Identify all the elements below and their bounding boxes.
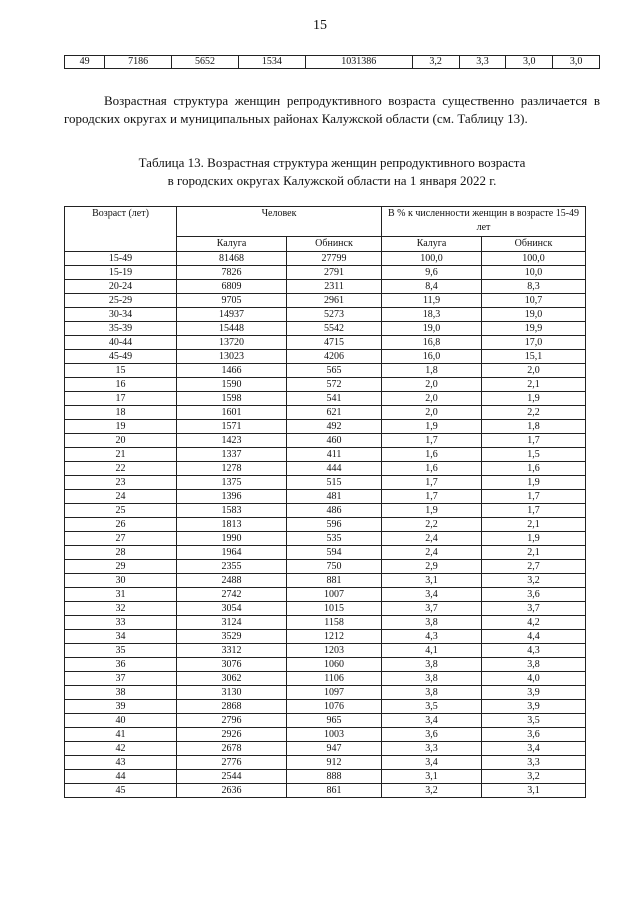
table-row xyxy=(65,350,586,364)
cell-kaluga-count: 3529 xyxy=(177,630,287,644)
cell-obninsk-percent: 3,8 xyxy=(482,658,586,672)
cell-kaluga-percent: 2,2 xyxy=(382,518,482,532)
cell-age: 40-44 xyxy=(65,336,177,350)
cell-kaluga-count: 3124 xyxy=(177,616,287,630)
table-row xyxy=(65,266,586,280)
table-row xyxy=(65,686,586,700)
cell-kaluga-count: 3130 xyxy=(177,686,287,700)
cell-kaluga-percent: 3,3 xyxy=(382,742,482,756)
cell-obninsk-count: 1003 xyxy=(287,728,382,742)
cell-kaluga-percent: 3,8 xyxy=(382,672,482,686)
cell-kaluga-count: 1590 xyxy=(177,378,287,392)
cell-kaluga-percent: 2,4 xyxy=(382,532,482,546)
cell-obninsk-count: 1076 xyxy=(287,700,382,714)
cell-age: 31 xyxy=(65,588,177,602)
cell-obninsk-percent: 1,7 xyxy=(482,490,586,504)
cell-obninsk-count: 594 xyxy=(287,546,382,560)
cell-obninsk-percent: 3,4 xyxy=(482,742,586,756)
cell-obninsk-count: 596 xyxy=(287,518,382,532)
cell-obninsk-percent: 19,0 xyxy=(482,308,586,322)
cell-age: 23 xyxy=(65,476,177,490)
cell-kaluga-count: 1466 xyxy=(177,364,287,378)
table-row xyxy=(65,714,586,728)
cell-obninsk-count: 1106 xyxy=(287,672,382,686)
cell-kaluga-count: 1278 xyxy=(177,462,287,476)
cell-kaluga-count: 1583 xyxy=(177,504,287,518)
cell-kaluga-percent: 1,9 xyxy=(382,420,482,434)
cell-age: 39 xyxy=(65,700,177,714)
cell-age: 28 xyxy=(65,546,177,560)
cell-kaluga-count: 3062 xyxy=(177,672,287,686)
cell-age: 21 xyxy=(65,448,177,462)
cell-obninsk-count: 1158 xyxy=(287,616,382,630)
cell-kaluga-count: 6809 xyxy=(177,280,287,294)
cell-age: 19 xyxy=(65,420,177,434)
cell-kaluga-percent: 3,4 xyxy=(382,714,482,728)
cell-kaluga-percent: 2,9 xyxy=(382,560,482,574)
table-row xyxy=(65,252,586,266)
table-row xyxy=(65,434,586,448)
cell-kaluga-count: 2796 xyxy=(177,714,287,728)
cell-obninsk-percent: 4,4 xyxy=(482,630,586,644)
cell-age: 26 xyxy=(65,518,177,532)
cell-age: 15-19 xyxy=(65,266,177,280)
cell-age: 16 xyxy=(65,378,177,392)
cell-kaluga-count: 13023 xyxy=(177,350,287,364)
cell-age: 35 xyxy=(65,644,177,658)
table-caption xyxy=(64,154,600,190)
cell-kaluga-percent: 1,6 xyxy=(382,462,482,476)
cell-obninsk-percent: 3,5 xyxy=(482,714,586,728)
table-row xyxy=(65,322,586,336)
cell-obninsk-percent: 3,2 xyxy=(482,770,586,784)
table-cell: 3,2 xyxy=(412,56,459,69)
cell-obninsk-percent: 2,1 xyxy=(482,378,586,392)
table-row xyxy=(65,602,586,616)
cell-kaluga-count: 1990 xyxy=(177,532,287,546)
cell-kaluga-percent: 1,6 xyxy=(382,448,482,462)
cell-age: 40 xyxy=(65,714,177,728)
cell-age: 30 xyxy=(65,574,177,588)
table-cell: 49 xyxy=(65,56,105,69)
cell-obninsk-count: 1060 xyxy=(287,658,382,672)
table-row xyxy=(65,462,586,476)
cell-kaluga-count: 2776 xyxy=(177,756,287,770)
cell-obninsk-count: 535 xyxy=(287,532,382,546)
table-row xyxy=(65,490,586,504)
cell-age: 29 xyxy=(65,560,177,574)
paragraph-text: Возрастная структура женщин репродуктивного возраста существенно различается в городских округах и муниципальных районах Калужской области (см. Таблицу 13). xyxy=(64,93,600,126)
table-row xyxy=(65,616,586,630)
cell-obninsk-count: 460 xyxy=(287,434,382,448)
cell-kaluga-count: 2742 xyxy=(177,588,287,602)
cell-kaluga-percent: 3,8 xyxy=(382,686,482,700)
cell-obninsk-count: 2311 xyxy=(287,280,382,294)
cell-obninsk-count: 411 xyxy=(287,448,382,462)
cell-obninsk-count: 4715 xyxy=(287,336,382,350)
cell-obninsk-count: 750 xyxy=(287,560,382,574)
cell-obninsk-percent: 3,7 xyxy=(482,602,586,616)
cell-obninsk-percent: 2,0 xyxy=(482,364,586,378)
cell-obninsk-count: 515 xyxy=(287,476,382,490)
cell-obninsk-percent: 10,0 xyxy=(482,266,586,280)
page-number: 15 xyxy=(313,18,327,33)
cell-obninsk-percent: 17,0 xyxy=(482,336,586,350)
cell-kaluga-count: 7826 xyxy=(177,266,287,280)
cell-kaluga-percent: 100,0 xyxy=(382,252,482,266)
cell-age: 25-29 xyxy=(65,294,177,308)
table-row xyxy=(65,448,586,462)
table-cell: 3,0 xyxy=(506,56,553,69)
cell-age: 15 xyxy=(65,364,177,378)
cell-age: 37 xyxy=(65,672,177,686)
cell-obninsk-count: 1015 xyxy=(287,602,382,616)
cell-kaluga-percent: 3,6 xyxy=(382,728,482,742)
cell-age: 32 xyxy=(65,602,177,616)
table-row xyxy=(65,476,586,490)
cell-obninsk-count: 912 xyxy=(287,756,382,770)
cell-age: 15-49 xyxy=(65,252,177,266)
cell-kaluga-percent: 3,4 xyxy=(382,756,482,770)
cell-obninsk-count: 888 xyxy=(287,770,382,784)
cell-age: 20 xyxy=(65,434,177,448)
cell-obninsk-count: 541 xyxy=(287,392,382,406)
cell-obninsk-count: 486 xyxy=(287,504,382,518)
caption-line-1: Таблица 13. Возрастная структура женщин репродуктивного возраста xyxy=(138,155,526,170)
cell-obninsk-percent: 2,1 xyxy=(482,518,586,532)
cell-obninsk-count: 5542 xyxy=(287,322,382,336)
cell-kaluga-percent: 19,0 xyxy=(382,322,482,336)
cell-obninsk-count: 5273 xyxy=(287,308,382,322)
table-row xyxy=(65,518,586,532)
cell-age: 35-39 xyxy=(65,322,177,336)
table-row xyxy=(65,560,586,574)
cell-age: 38 xyxy=(65,686,177,700)
cell-obninsk-percent: 15,1 xyxy=(482,350,586,364)
cell-obninsk-percent: 4,3 xyxy=(482,644,586,658)
header-percent-kaluga: Калуга xyxy=(382,236,482,251)
cell-age: 41 xyxy=(65,728,177,742)
cell-kaluga-count: 81468 xyxy=(177,252,287,266)
table-cell: 3,0 xyxy=(553,56,600,69)
table-row xyxy=(65,504,586,518)
cell-kaluga-percent: 2,4 xyxy=(382,546,482,560)
table-cell: 5652 xyxy=(172,56,239,69)
cell-kaluga-percent: 4,3 xyxy=(382,630,482,644)
cell-obninsk-percent: 2,1 xyxy=(482,546,586,560)
cell-kaluga-percent: 3,7 xyxy=(382,602,482,616)
cell-obninsk-percent: 19,9 xyxy=(482,322,586,336)
cell-obninsk-percent: 1,5 xyxy=(482,448,586,462)
cell-obninsk-count: 861 xyxy=(287,784,382,798)
cell-kaluga-percent: 2,0 xyxy=(382,378,482,392)
cell-kaluga-count: 15448 xyxy=(177,322,287,336)
header-people-obninsk: Обнинск xyxy=(287,236,382,251)
cell-kaluga-count: 1571 xyxy=(177,420,287,434)
cell-kaluga-count: 2544 xyxy=(177,770,287,784)
body-paragraph xyxy=(64,92,600,128)
cell-kaluga-percent: 3,1 xyxy=(382,574,482,588)
cell-obninsk-count: 572 xyxy=(287,378,382,392)
cell-kaluga-count: 3076 xyxy=(177,658,287,672)
cell-kaluga-count: 1375 xyxy=(177,476,287,490)
cell-age: 27 xyxy=(65,532,177,546)
table-row xyxy=(65,294,586,308)
cell-kaluga-percent: 3,8 xyxy=(382,616,482,630)
cell-obninsk-percent: 3,1 xyxy=(482,784,586,798)
cell-obninsk-count: 965 xyxy=(287,714,382,728)
cell-obninsk-percent: 3,6 xyxy=(482,728,586,742)
cell-obninsk-percent: 2,2 xyxy=(482,406,586,420)
table-row xyxy=(65,378,586,392)
cell-kaluga-count: 1423 xyxy=(177,434,287,448)
table-cell: 1031386 xyxy=(305,56,412,69)
cell-obninsk-percent: 3,9 xyxy=(482,686,586,700)
cell-obninsk-count: 481 xyxy=(287,490,382,504)
cell-obninsk-percent: 4,2 xyxy=(482,616,586,630)
cell-age: 20-24 xyxy=(65,280,177,294)
table-row xyxy=(65,658,586,672)
cell-kaluga-count: 14937 xyxy=(177,308,287,322)
table-row xyxy=(65,420,586,434)
cell-obninsk-percent: 4,0 xyxy=(482,672,586,686)
table-row xyxy=(65,532,586,546)
table-row xyxy=(65,546,586,560)
cell-kaluga-percent: 11,9 xyxy=(382,294,482,308)
cell-kaluga-count: 9705 xyxy=(177,294,287,308)
cell-obninsk-percent: 3,2 xyxy=(482,574,586,588)
cell-age: 36 xyxy=(65,658,177,672)
cell-kaluga-count: 2488 xyxy=(177,574,287,588)
cell-age: 24 xyxy=(65,490,177,504)
table-row xyxy=(65,308,586,322)
cell-age: 22 xyxy=(65,462,177,476)
cell-obninsk-count: 4206 xyxy=(287,350,382,364)
cell-kaluga-percent: 1,8 xyxy=(382,364,482,378)
table-row xyxy=(65,56,600,69)
cell-kaluga-count: 2926 xyxy=(177,728,287,742)
cell-age: 43 xyxy=(65,756,177,770)
cell-kaluga-count: 1598 xyxy=(177,392,287,406)
cell-kaluga-count: 2868 xyxy=(177,700,287,714)
table-row xyxy=(65,700,586,714)
header-people-kaluga: Калуга xyxy=(177,236,287,251)
cell-age: 18 xyxy=(65,406,177,420)
cell-age: 34 xyxy=(65,630,177,644)
cell-kaluga-percent: 3,8 xyxy=(382,658,482,672)
cell-obninsk-count: 27799 xyxy=(287,252,382,266)
cell-obninsk-count: 2791 xyxy=(287,266,382,280)
table-row xyxy=(65,672,586,686)
cell-kaluga-percent: 1,7 xyxy=(382,476,482,490)
cell-kaluga-percent: 4,1 xyxy=(382,644,482,658)
cell-obninsk-count: 1212 xyxy=(287,630,382,644)
cell-kaluga-count: 2678 xyxy=(177,742,287,756)
age-structure-table xyxy=(64,206,586,798)
cell-kaluga-percent: 16,8 xyxy=(382,336,482,350)
cell-obninsk-count: 2961 xyxy=(287,294,382,308)
cell-obninsk-percent: 1,6 xyxy=(482,462,586,476)
table-row xyxy=(65,392,586,406)
caption-line-2: в городских округах Калужской области на 1 января 2022 г. xyxy=(167,173,497,188)
header-percent-obninsk: Обнинск xyxy=(482,236,586,251)
previous-table-continuation xyxy=(64,55,600,69)
cell-kaluga-count: 1964 xyxy=(177,546,287,560)
table-row xyxy=(65,728,586,742)
cell-kaluga-percent: 1,7 xyxy=(382,490,482,504)
table-cell: 3,3 xyxy=(459,56,506,69)
table-row xyxy=(65,770,586,784)
cell-age: 25 xyxy=(65,504,177,518)
cell-kaluga-count: 3312 xyxy=(177,644,287,658)
cell-age: 17 xyxy=(65,392,177,406)
cell-kaluga-count: 1396 xyxy=(177,490,287,504)
cell-age: 30-34 xyxy=(65,308,177,322)
cell-kaluga-count: 2636 xyxy=(177,784,287,798)
cell-kaluga-percent: 3,5 xyxy=(382,700,482,714)
cell-age: 42 xyxy=(65,742,177,756)
cell-obninsk-percent: 3,3 xyxy=(482,756,586,770)
cell-kaluga-percent: 3,4 xyxy=(382,588,482,602)
cell-kaluga-percent: 16,0 xyxy=(382,350,482,364)
header-percent: В % к численности женщин в возрасте 15-49 лет xyxy=(382,207,586,237)
cell-age: 45 xyxy=(65,784,177,798)
cell-kaluga-percent: 1,9 xyxy=(382,504,482,518)
cell-kaluga-count: 1337 xyxy=(177,448,287,462)
cell-kaluga-percent: 3,2 xyxy=(382,784,482,798)
cell-age: 45-49 xyxy=(65,350,177,364)
cell-kaluga-count: 3054 xyxy=(177,602,287,616)
table-row xyxy=(65,574,586,588)
cell-kaluga-percent: 8,4 xyxy=(382,280,482,294)
table-row xyxy=(65,756,586,770)
cell-kaluga-count: 2355 xyxy=(177,560,287,574)
table-row xyxy=(65,336,586,350)
table-cell: 7186 xyxy=(105,56,172,69)
header-age: Возраст (лет) xyxy=(65,207,177,252)
header-people: Человек xyxy=(177,207,382,237)
cell-obninsk-percent: 1,9 xyxy=(482,532,586,546)
cell-obninsk-percent: 1,7 xyxy=(482,504,586,518)
cell-obninsk-percent: 2,7 xyxy=(482,560,586,574)
cell-kaluga-percent: 1,7 xyxy=(382,434,482,448)
cell-obninsk-percent: 1,7 xyxy=(482,434,586,448)
table-row xyxy=(65,280,586,294)
cell-kaluga-count: 1813 xyxy=(177,518,287,532)
cell-obninsk-percent: 1,8 xyxy=(482,420,586,434)
cell-obninsk-percent: 1,9 xyxy=(482,392,586,406)
cell-kaluga-percent: 2,0 xyxy=(382,392,482,406)
cell-obninsk-count: 621 xyxy=(287,406,382,420)
cell-obninsk-percent: 3,9 xyxy=(482,700,586,714)
cell-obninsk-percent: 3,6 xyxy=(482,588,586,602)
table-row xyxy=(65,406,586,420)
table-row xyxy=(65,742,586,756)
table-row xyxy=(65,630,586,644)
cell-obninsk-percent: 1,9 xyxy=(482,476,586,490)
cell-obninsk-count: 444 xyxy=(287,462,382,476)
table-row xyxy=(65,364,586,378)
table-row xyxy=(65,784,586,798)
cell-age: 33 xyxy=(65,616,177,630)
cell-obninsk-count: 1007 xyxy=(287,588,382,602)
cell-obninsk-percent: 8,3 xyxy=(482,280,586,294)
table-row xyxy=(65,588,586,602)
table-row xyxy=(65,644,586,658)
cell-obninsk-percent: 100,0 xyxy=(482,252,586,266)
cell-obninsk-count: 565 xyxy=(287,364,382,378)
cell-obninsk-count: 1203 xyxy=(287,644,382,658)
cell-kaluga-percent: 3,1 xyxy=(382,770,482,784)
cell-kaluga-count: 1601 xyxy=(177,406,287,420)
cell-kaluga-percent: 18,3 xyxy=(382,308,482,322)
cell-age: 44 xyxy=(65,770,177,784)
cell-obninsk-count: 1097 xyxy=(287,686,382,700)
cell-obninsk-count: 492 xyxy=(287,420,382,434)
cell-obninsk-count: 881 xyxy=(287,574,382,588)
cell-kaluga-percent: 9,6 xyxy=(382,266,482,280)
cell-kaluga-percent: 2,0 xyxy=(382,406,482,420)
cell-obninsk-count: 947 xyxy=(287,742,382,756)
table-cell: 1534 xyxy=(238,56,305,69)
cell-obninsk-percent: 10,7 xyxy=(482,294,586,308)
cell-kaluga-count: 13720 xyxy=(177,336,287,350)
